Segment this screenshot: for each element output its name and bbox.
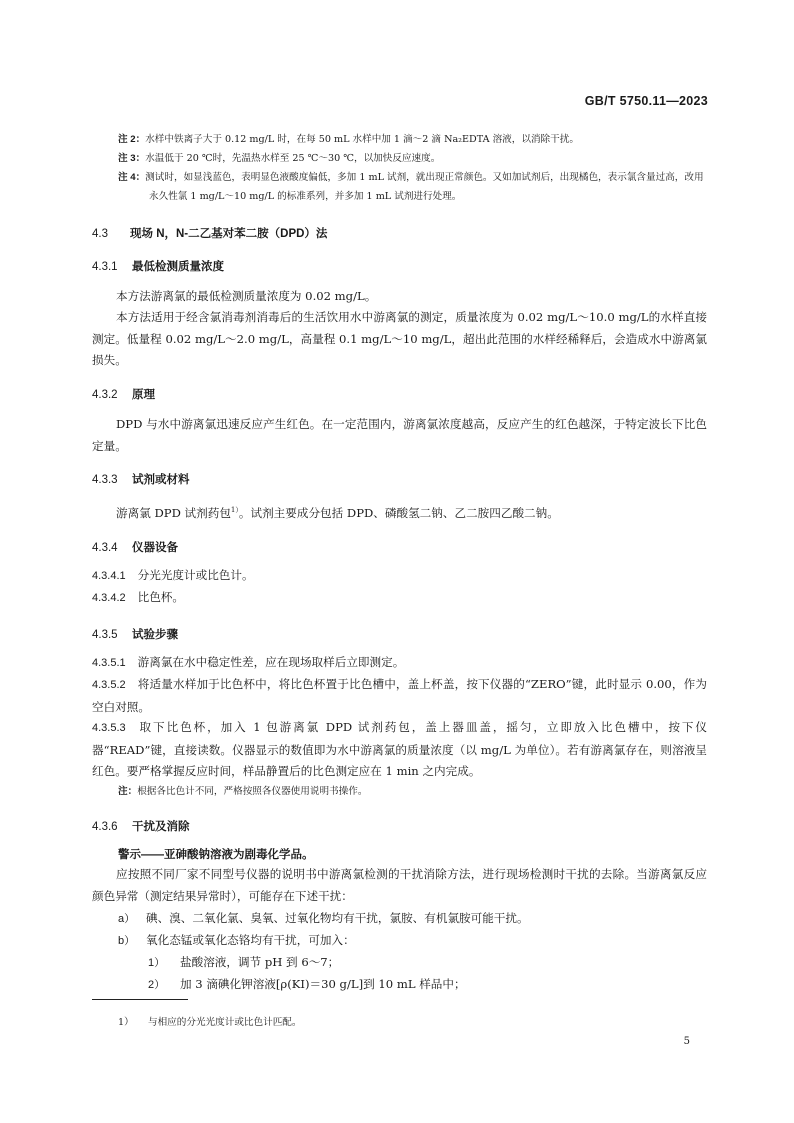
section-number: 4.3.6 <box>92 821 118 833</box>
section-number: 4.3.5 <box>92 629 118 641</box>
item-text: 取下比色杯，加入 1 包游离氯 DPD 试剂药包，盖上器皿盖，摇匀，立即放入比色槽中，按下仪器“READ”键，直接读数。仪器显示的数值即为水中游离氯的质量浓度（以 mg/L 为单位）。若有游离氯存在，则溶液呈红色。要严格掌握反应时间，样品静置后的比色测定应在 1 min 之内完成。 <box>92 720 707 778</box>
section-heading-4-3-4 <box>92 539 178 555</box>
item-number: b） <box>118 935 136 947</box>
section-title: 原理 <box>132 389 155 401</box>
sub-list-item <box>148 974 466 997</box>
section-title: 试验步骤 <box>132 629 178 641</box>
note-text: 测试时，如显浅蓝色，表明显色液酸度偏低，多加 1 mL 试剂，就出现正常颜色。又如加试剂后，出现橘色，表示氯含量过高，改用永久性氯 1 mg/L～10 mg/L 的标准系列，并多加 1 mL 试剂进行处理。 <box>145 172 704 202</box>
item-number: 4.3.5.3 <box>92 722 126 734</box>
section-number: 4.3.4 <box>92 542 118 554</box>
note-instrument <box>118 782 713 801</box>
item-number: 4.3.4.2 <box>92 592 126 604</box>
note-2 <box>118 130 713 149</box>
item-text: 氧化态锰或氧化态铬均有干扰，可加入： <box>146 933 355 947</box>
item-number: 2） <box>148 979 166 991</box>
paragraph <box>92 500 707 524</box>
list-item <box>118 908 529 931</box>
note-label: 注： <box>118 786 138 797</box>
paragraph: 本方法游离氯的最低检测质量浓度为 0.02 mg/L。 <box>116 289 377 303</box>
item-text: 碘、溴、二氧化氯、臭氧、过氧化物均有干扰，氯胺、有机氯胺可能干扰。 <box>146 911 529 925</box>
section-number: 4.3 <box>92 228 108 240</box>
note-text: 根据各比色计不同，严格按照各仪器使用说明书操作。 <box>137 786 368 797</box>
section-heading-4-3-3 <box>92 471 190 487</box>
item-number: a） <box>118 913 136 925</box>
item-number: 4.3.4.1 <box>92 570 126 582</box>
item-text: 游离氯在水中稳定性差，应在现场取样后立即测定。 <box>137 655 405 669</box>
section-title: 仪器设备 <box>132 542 178 554</box>
section-title: 现场 N，N-二乙基对苯二胺（DPD）法 <box>130 228 328 240</box>
note-label: 注 3： <box>118 153 146 164</box>
note-text: 水温低于 20 ℃时，先温热水样至 25 ℃～30 ℃，以加快反应速度。 <box>145 153 441 164</box>
footnote-ref[interactable]: 1） <box>230 506 239 514</box>
item-text: 盐酸溶液，调节 pH 到 6～7； <box>180 955 340 969</box>
note-4 <box>118 168 713 206</box>
section-number: 4.3.2 <box>92 389 118 401</box>
note-text: 水样中铁离子大于 0.12 mg/L 时，在每 50 mL 水样中加 1 滴～2 滴 Na₂EDTA 溶液，以消除干扰。 <box>145 134 579 145</box>
item-text: 加 3 滴碘化钾溶液[ρ(KI)＝30 g/L]到 10 mL 样品中； <box>180 977 466 991</box>
note-label: 注 4： <box>118 172 146 183</box>
list-item <box>92 652 707 675</box>
paragraph: 本方法适用于经含氯消毒剂消毒后的生活饮用水中游离氯的测定，质量浓度为 0.02 mg/L～10.0 mg/L的水样直接测定。低量程 0.02 mg/L～2.0 mg/L，高量程 0.1 mg/L～10 mg/L，超出此范围的水样经稀释后，会造成水中游离氯损失。 <box>92 310 707 367</box>
footnote-number: 1） <box>118 1017 134 1028</box>
section-title: 干扰及消除 <box>132 821 190 833</box>
paragraph: DPD 与水中游离氯迅速反应产生红色。在一定范围内，游离氯浓度越高，反应产生的红色越深，于特定波长下比色定量。 <box>92 417 707 453</box>
section-title: 试剂或材料 <box>132 474 190 486</box>
standard-code: GB/T 5750.11—2023 <box>584 94 708 108</box>
footnote-divider <box>92 999 188 1000</box>
list-item <box>92 717 707 783</box>
section-heading-4-3-6 <box>92 818 190 834</box>
list-item <box>92 674 707 718</box>
sub-list-item <box>148 952 339 975</box>
paragraph: 应按照不同厂家不同型号仪器的说明书中游离氯检测的干扰消除方法，进行现场检测时干扰的去除。当游离氯反应颜色异常（测定结果异常时），可能存在下述干扰： <box>92 867 707 903</box>
page-number: 5 <box>683 1036 690 1047</box>
section-title: 最低检测质量浓度 <box>132 261 224 273</box>
item-number: 1） <box>148 957 166 969</box>
note-3 <box>118 149 713 168</box>
footnote <box>118 1014 302 1028</box>
item-text: 比色杯。 <box>137 590 185 604</box>
section-heading-4-3 <box>92 225 327 241</box>
item-number: 4.3.5.2 <box>92 679 126 691</box>
list-item <box>92 587 707 610</box>
section-heading-4-3-5 <box>92 626 178 642</box>
section-heading-4-3-2 <box>92 386 155 402</box>
item-text: 分光光度计或比色计。 <box>137 568 254 582</box>
list-item <box>118 930 355 953</box>
warning-text: 警示——亚砷酸钠溶液为剧毒化学品。 <box>118 849 314 861</box>
note-label: 注 2： <box>118 134 146 145</box>
section-number: 4.3.1 <box>92 261 118 273</box>
list-item <box>92 565 707 588</box>
section-number: 4.3.3 <box>92 474 118 486</box>
section-heading-4-3-1 <box>92 258 224 274</box>
reagent-text: 游离氯 DPD 试剂药包 <box>116 505 231 520</box>
item-text: 将适量水样加于比色杯中，将比色杯置于比色槽中，盖上杯盖，按下仪器的“ZERO”键，此时显示 0.00，作为空白对照。 <box>92 677 707 714</box>
item-number: 4.3.5.1 <box>92 657 126 669</box>
footnote-text: 与相应的分光光度计或比色计匹配。 <box>148 1017 302 1028</box>
reagent-text-cont: 。试剂主要成分包括 DPD、磷酸氢二钠、乙二胺四乙酸二钠。 <box>238 505 559 520</box>
